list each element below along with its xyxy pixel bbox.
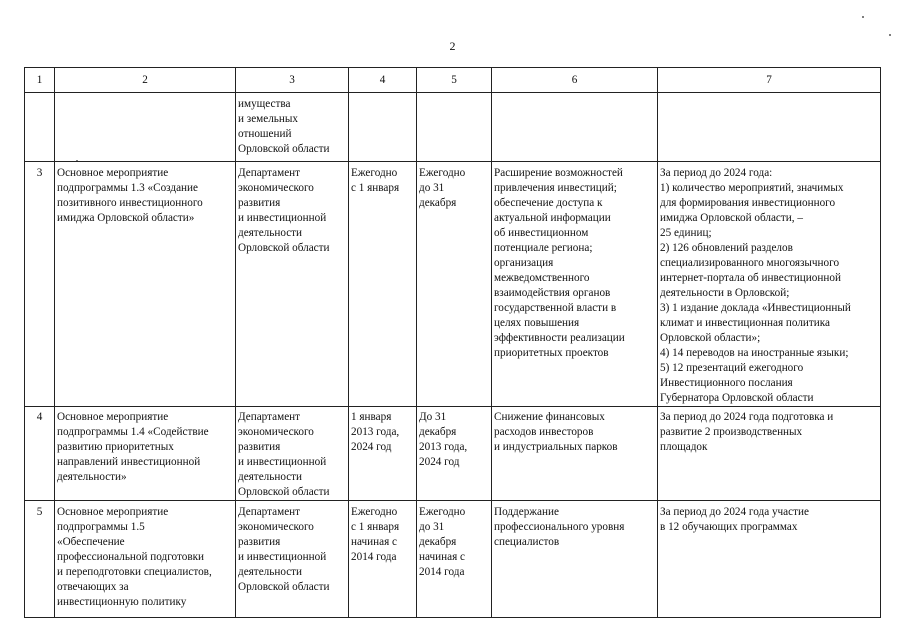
- column-header-7: 7: [658, 68, 881, 93]
- executor-cell: имущества и земельных отношений Орловской области: [236, 93, 349, 162]
- table-row-continuation: [25, 93, 881, 162]
- start-date-cell: Ежегодно с 1 января: [349, 162, 417, 407]
- indicators-cell: За период до 2024 года: 1) количество мероприятий, значимых для формирования инвестиционного имиджа Орловской области, – 25 единиц; 2) 126 обновлений разделов специализированного многоязычного интернет-портала об инвестиционной деятельности в Орловской; 3) 1 издание доклада «Инвестиционный климат и инвестиционная политика Орловской области»; 4) 14 переводов на иностранные языки; 5) 12 презентаций ежегодного Инвестиционного послания Губернатора Орловской области: [658, 162, 881, 407]
- column-header-4: 4: [349, 68, 417, 93]
- end-date-cell: Ежегодно до 31 декабря: [417, 162, 492, 407]
- executor-cell: Департамент экономического развития и инвестиционной деятельности Орловской области: [236, 501, 349, 618]
- expected-result-cell: Поддержание профессионального уровня специалистов: [492, 501, 658, 618]
- expected-result-cell: Снижение финансовых расходов инвесторов и индустриальных парков: [492, 407, 658, 501]
- executor-cell: Департамент экономического развития и инвестиционной деятельности Орловской области: [236, 162, 349, 407]
- table-header-row: [25, 68, 881, 93]
- table-row: [25, 407, 881, 501]
- row-number: [25, 93, 55, 162]
- scan-speck: [889, 34, 891, 36]
- indicators-cell: За период до 2024 года подготовка и развитие 2 производственных площадок: [658, 407, 881, 501]
- table-row: [25, 162, 881, 407]
- row-number: 4: [25, 407, 55, 501]
- end-date-cell: [417, 93, 492, 162]
- column-header-3: 3: [236, 68, 349, 93]
- start-date-cell: Ежегодно с 1 января начиная с 2014 года: [349, 501, 417, 618]
- executor-cell: Департамент экономического развития и инвестиционной деятельности Орловской области: [236, 407, 349, 501]
- event-name-cell: Основное мероприятие подпрограммы 1.4 «Содействие развитию приоритетных направлений инвестиционной деятельности»: [55, 407, 236, 501]
- start-date-cell: 1 января 2013 года, 2024 год: [349, 407, 417, 501]
- table-row: [25, 501, 881, 618]
- event-name-cell: Основное мероприятие подпрограммы 1.3 «Создание позитивного инвестиционного имиджа Орловской области»: [55, 162, 236, 407]
- start-date-cell: [349, 93, 417, 162]
- event-name-cell: [55, 93, 236, 162]
- indicators-cell: [658, 93, 881, 162]
- expected-result-cell: Расширение возможностей привлечения инвестиций; обеспечение доступа к актуальной информации об инвестиционном потенциале региона; организация межведомственного взаимодействия органов государственной власти в целях повышения эффективности реализации приоритетных проектов: [492, 162, 658, 407]
- page-number: 2: [449, 39, 456, 53]
- column-header-1: 1: [25, 68, 55, 93]
- event-name-cell: Основное мероприятие подпрограммы 1.5 «Обеспечение профессиональной подготовки и переподготовки специалистов, отвечающих за инвестиционную политику: [55, 501, 236, 618]
- column-header-5: 5: [417, 68, 492, 93]
- indicators-cell: За период до 2024 года участие в 12 обучающих программах: [658, 501, 881, 618]
- row-number: 3: [25, 162, 55, 407]
- document-table: [24, 67, 881, 618]
- end-date-cell: До 31 декабря 2013 года, 2024 год: [417, 407, 492, 501]
- scan-speck: [862, 16, 864, 18]
- column-header-2: 2: [55, 68, 236, 93]
- row-number: 5: [25, 501, 55, 618]
- expected-result-cell: [492, 93, 658, 162]
- column-header-6: 6: [492, 68, 658, 93]
- end-date-cell: Ежегодно до 31 декабря начиная с 2014 года: [417, 501, 492, 618]
